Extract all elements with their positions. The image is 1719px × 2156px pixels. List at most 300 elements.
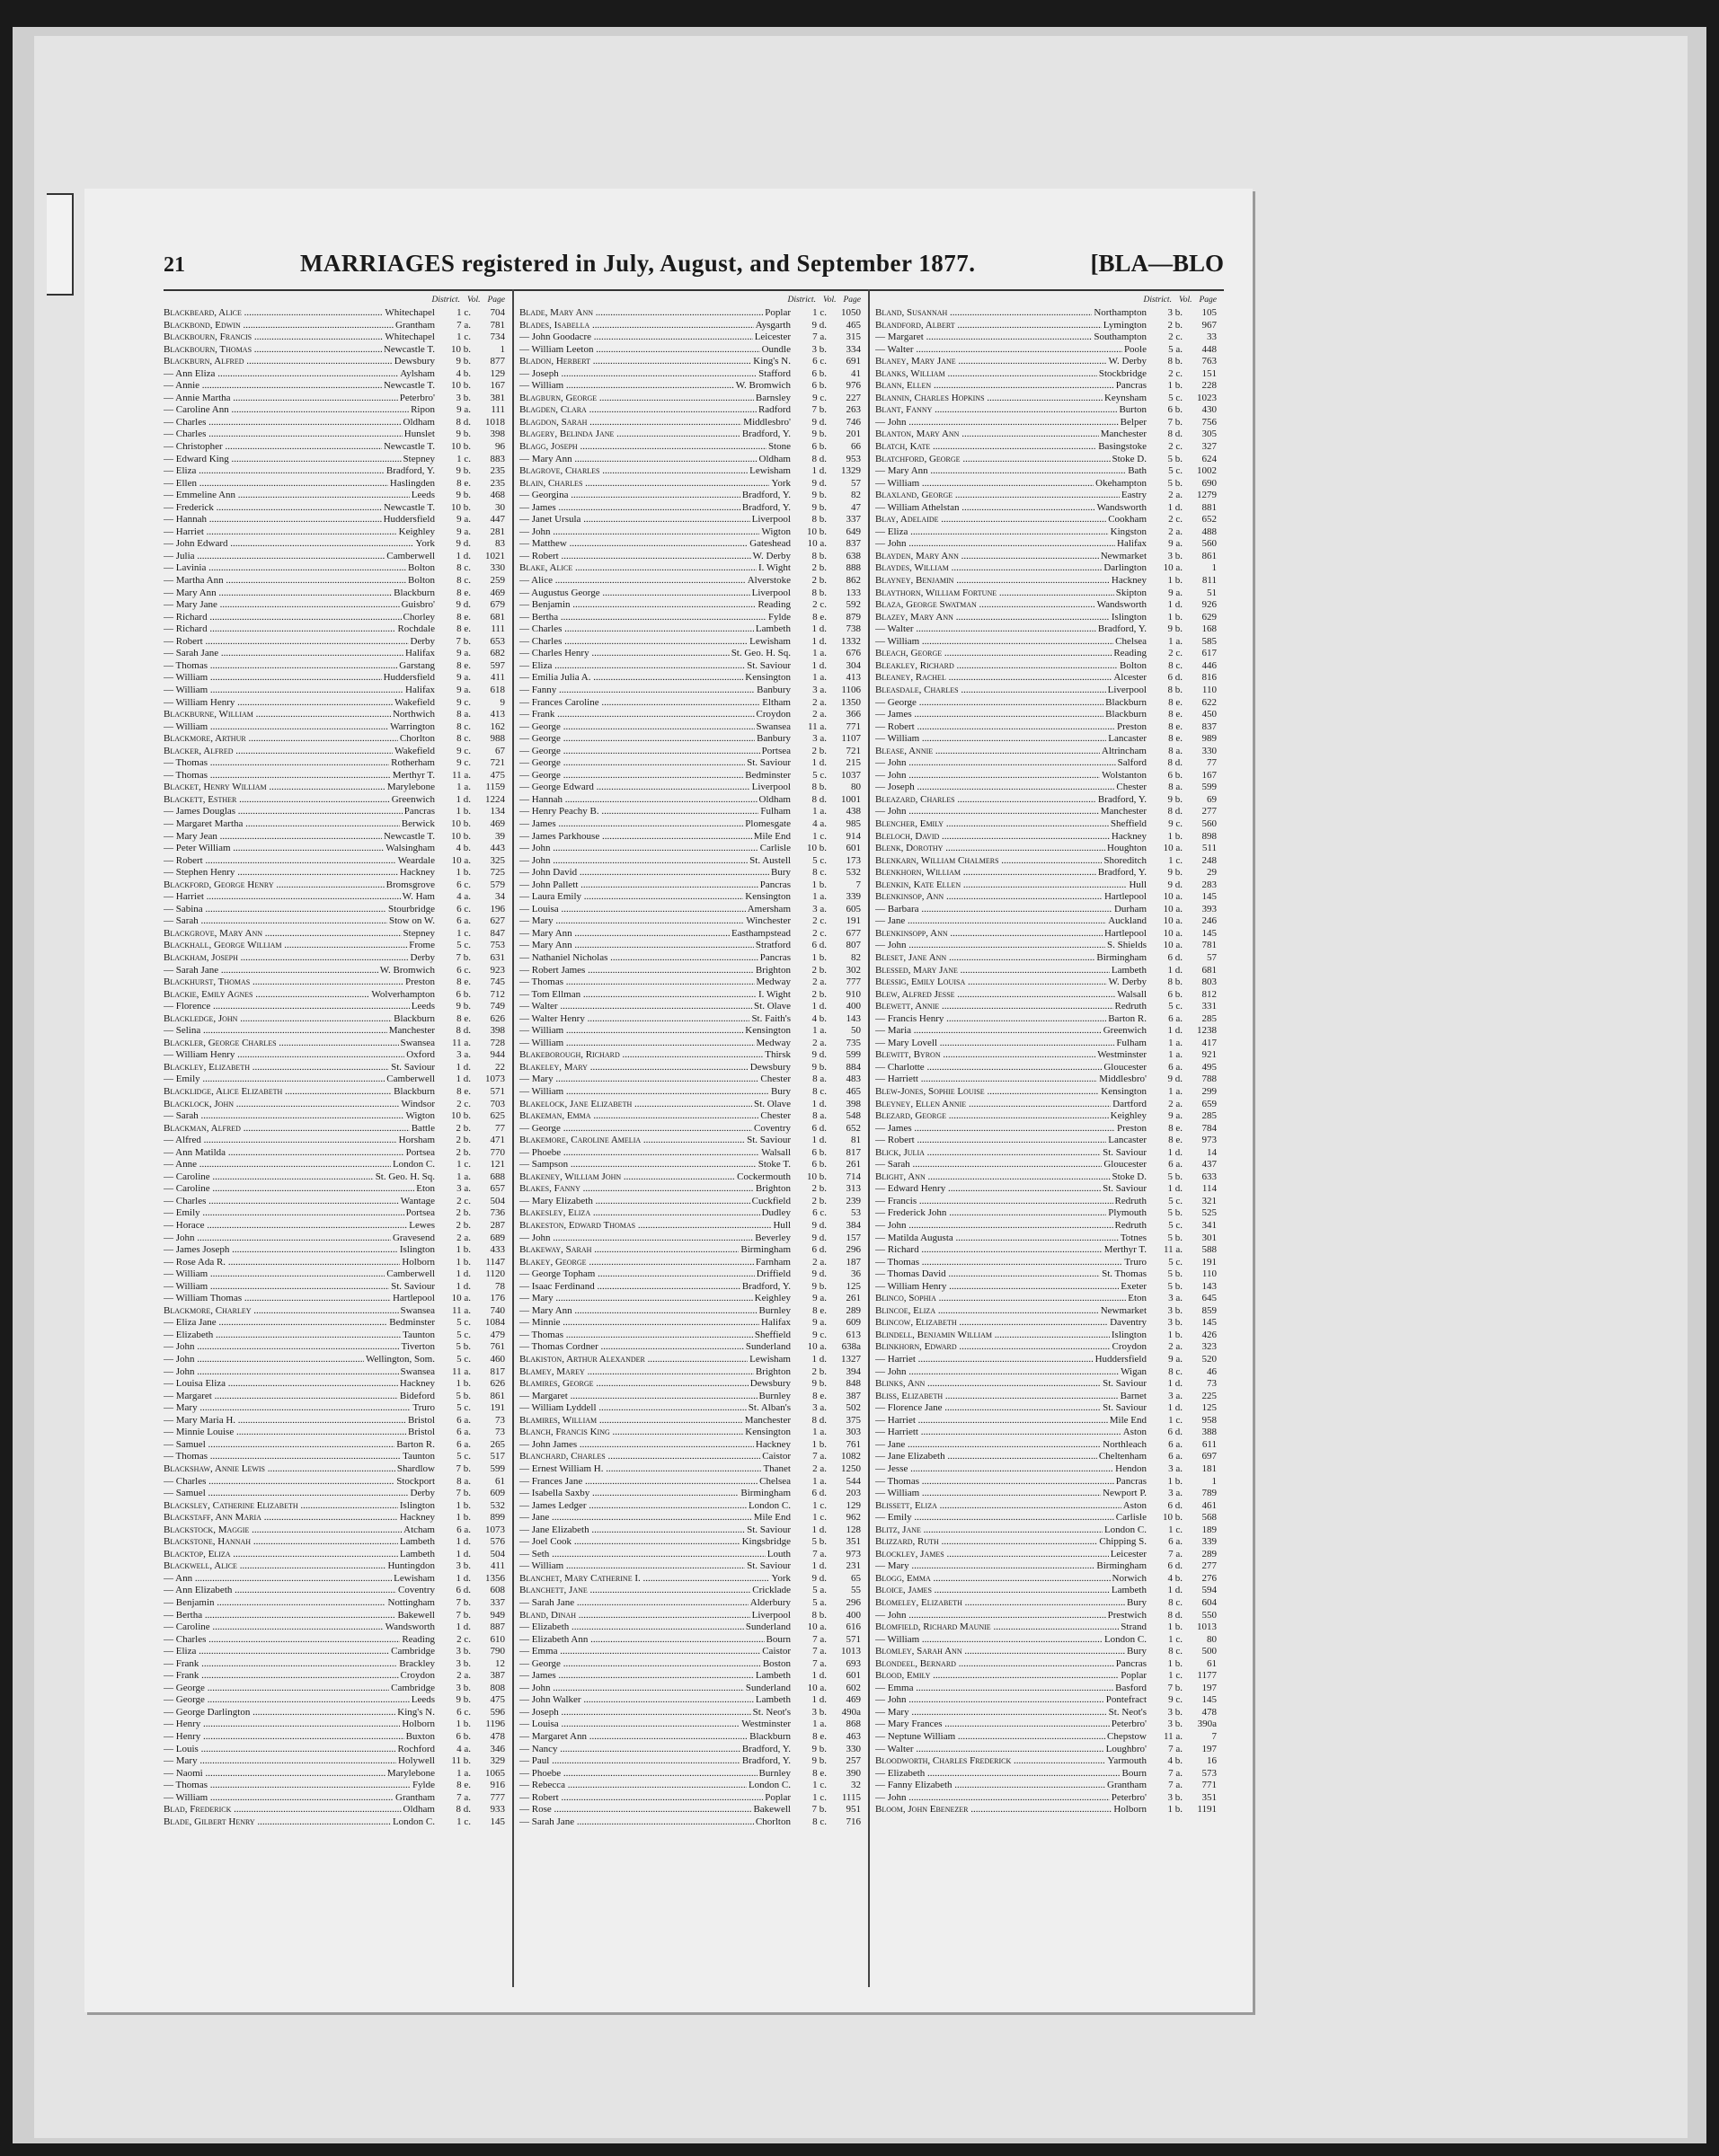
entry-volume: 5 c.	[1168, 1001, 1183, 1012]
entry-name: — Minnie .....	[519, 1317, 759, 1330]
entry-volume: 2 a.	[456, 1670, 471, 1682]
entry-volume: 6 b.	[456, 1730, 471, 1742]
index-entry	[164, 1597, 505, 1610]
index-entry	[164, 1755, 505, 1768]
entry-name: Blezard, George .....	[875, 1110, 1109, 1123]
entry-name: — Horace .....	[164, 1220, 407, 1233]
entry-district: Mile End	[753, 830, 791, 842]
entry-name: — Eliza .....	[875, 526, 1109, 539]
index-entry	[875, 1001, 1217, 1013]
entry-district: Gravesend	[392, 1232, 435, 1243]
entry-page: 469	[846, 1694, 861, 1706]
entry-volume: 1 b.	[1167, 1621, 1183, 1633]
entry-page: 302	[846, 964, 861, 976]
entry-district: Liverpool	[1107, 684, 1147, 695]
entry-name: Blenkarn, William Chalmers .....	[875, 855, 1102, 868]
entry-page: 1023	[1197, 392, 1217, 403]
entry-district: Northampton	[1094, 307, 1147, 318]
entry-page: 82	[851, 951, 861, 963]
entry-name: — John .....	[519, 1233, 753, 1245]
entry-name: — Mary .....	[519, 1074, 758, 1086]
entry-page: 811	[1201, 575, 1217, 587]
entry-district: Tiverton	[401, 1341, 435, 1353]
entry-volume: 7 a.	[456, 319, 471, 331]
entry-district: Newcastle T.	[383, 501, 435, 513]
entry-district: Croydon	[756, 709, 791, 720]
entry-page: 1107	[841, 733, 861, 745]
entry-district: Camberwell	[386, 1074, 435, 1085]
index-entry	[164, 1135, 505, 1147]
entry-name: Bleset, Jane Ann .....	[875, 952, 1094, 965]
entry-district: Bury	[1127, 1596, 1147, 1608]
index-entry	[164, 562, 505, 575]
entry-name: — Emmeline Ann .....	[164, 490, 410, 502]
entry-page: 626	[490, 1012, 505, 1024]
entry-volume: 6 a.	[1168, 1012, 1183, 1024]
entry-volume: 9 d.	[1167, 879, 1183, 890]
entry-page: 585	[1201, 635, 1217, 647]
entry-district: Redruth	[1114, 1220, 1147, 1232]
entry-district: Huddersfield	[1094, 1354, 1147, 1365]
index-entry	[519, 915, 861, 928]
entry-page: 157	[846, 1232, 861, 1243]
entry-page: 602	[846, 1682, 861, 1693]
entry-district: Belper	[1120, 416, 1147, 428]
entry-name: Blood, Emily .....	[875, 1670, 1119, 1683]
entry-page: 1224	[485, 793, 505, 805]
index-entry	[519, 1099, 861, 1111]
entry-volume: 9 a.	[812, 1317, 827, 1329]
entry-name: — Samuel .....	[164, 1439, 394, 1452]
entry-district: Blackburn	[394, 587, 435, 598]
entry-name: — Frances Caroline .....	[519, 697, 760, 710]
entry-volume: 1 a.	[812, 1719, 827, 1730]
entry-page: 579	[490, 879, 505, 890]
index-entry	[519, 1731, 861, 1744]
entry-volume: 11 a.	[1164, 1244, 1183, 1256]
entry-name: — George .....	[519, 721, 755, 734]
entry-volume: 8 e.	[1168, 720, 1183, 732]
entry-name: Bladon, Herbert .....	[519, 356, 751, 368]
entry-district: Wandsworth	[1096, 501, 1147, 513]
entry-page: 125	[1201, 1402, 1217, 1414]
entry-name: — George .....	[519, 757, 745, 770]
entry-name: — John .....	[875, 1610, 1106, 1622]
index-entry	[875, 806, 1217, 818]
entry-name: Blomeley, Elizabeth .....	[875, 1597, 1125, 1610]
entry-district: Chester	[760, 1110, 791, 1122]
entry-volume: 1 d.	[811, 659, 827, 671]
entry-page: 337	[846, 514, 861, 526]
index-entry	[164, 1694, 505, 1707]
index-entry	[164, 1804, 505, 1816]
entry-page: 400	[846, 1001, 861, 1012]
entry-volume: 1 d.	[456, 1572, 471, 1584]
entry-volume: 9 b.	[456, 1001, 471, 1012]
entry-name: — William .....	[164, 685, 403, 697]
entry-page: 29	[1207, 867, 1217, 879]
entry-district: Portsea	[405, 1207, 435, 1219]
index-entry	[519, 356, 861, 368]
entry-volume: 6 a.	[1168, 1536, 1183, 1548]
index-entry	[875, 356, 1217, 368]
index-entry	[875, 1317, 1217, 1330]
entry-name: — James .....	[519, 818, 743, 831]
entry-page: 1327	[841, 1354, 861, 1365]
entry-page: 951	[846, 1804, 861, 1816]
entry-volume: 5 c.	[1168, 1195, 1183, 1206]
entry-volume: 9 b.	[811, 1280, 827, 1292]
index-entry	[519, 562, 861, 575]
entry-volume: 2 b.	[811, 964, 827, 976]
entry-district: Portsea	[761, 745, 791, 756]
index-entry	[164, 989, 505, 1002]
entry-name: — Henry .....	[164, 1731, 404, 1744]
entry-volume: 1 a.	[1168, 1037, 1183, 1048]
index-entry	[519, 1074, 861, 1086]
entry-name: Blaydes, William .....	[875, 562, 1102, 575]
entry-volume: 1 c.	[1168, 1633, 1183, 1645]
entry-volume: 1 a.	[456, 1171, 471, 1182]
entry-district: Preston	[405, 976, 435, 988]
vol-header: Vol.	[822, 296, 837, 305]
entry-volume: 7 a.	[456, 1791, 471, 1803]
entry-page: 703	[490, 1098, 505, 1109]
entry-name: — William Henry .....	[875, 1281, 1119, 1294]
index-entry	[519, 320, 861, 332]
entry-page: 281	[490, 526, 505, 537]
entry-name: — Augustus George .....	[519, 588, 750, 600]
entry-volume: 8 c.	[1168, 1646, 1183, 1657]
entry-district: Newport P.	[1103, 1488, 1147, 1499]
entry-name: — Jane Elizabeth .....	[875, 1451, 1097, 1463]
entry-page: 437	[1201, 1159, 1217, 1171]
index-entry	[519, 490, 861, 502]
entry-volume: 1 a.	[812, 1475, 827, 1487]
entry-volume: 9 d.	[811, 1572, 827, 1584]
entry-name: — Caroline .....	[164, 1171, 374, 1184]
entry-page: 1115	[841, 1791, 861, 1803]
entry-volume: 2 a.	[812, 696, 827, 708]
entry-volume: 1 a.	[1168, 1049, 1183, 1061]
entry-district: Dewsbury	[749, 1061, 791, 1073]
entry-name: Blackledge, John .....	[164, 1013, 392, 1026]
index-entry	[875, 1560, 1217, 1573]
index-entry	[875, 1768, 1217, 1780]
entry-district: Croydon	[1112, 1341, 1147, 1353]
entry-volume: 8 e.	[1168, 696, 1183, 708]
index-entry	[519, 721, 861, 734]
entry-district: Keighley	[398, 526, 435, 537]
entry-district: Farnham	[755, 1256, 791, 1268]
entry-district: Chipping S.	[1099, 1536, 1147, 1548]
entry-name: — Robert .....	[164, 636, 409, 649]
entry-name: — Emily .....	[164, 1207, 404, 1220]
index-entry	[875, 1049, 1217, 1062]
entry-page: 145	[1201, 1694, 1217, 1706]
index-entry	[164, 1463, 505, 1476]
entry-district: London C.	[392, 1816, 435, 1827]
entry-volume: 2 a.	[812, 1256, 827, 1268]
entry-volume: 2 a.	[1168, 526, 1183, 537]
entry-district: Alderbury	[749, 1596, 791, 1608]
entry-name: — John David .....	[519, 867, 769, 879]
entry-district: St. Neot's	[1108, 1706, 1147, 1718]
index-entry	[164, 721, 505, 734]
entry-district: Ripon	[411, 404, 435, 416]
index-entry	[875, 1281, 1217, 1294]
entry-district: Bradford, Y.	[741, 501, 791, 513]
entry-district: Lambeth	[755, 623, 791, 635]
index-entry	[875, 867, 1217, 879]
entry-name: — Florence Jane .....	[875, 1402, 1101, 1415]
index-entry	[875, 831, 1217, 844]
index-entry	[164, 393, 505, 405]
entry-page: 704	[490, 307, 505, 318]
entry-district: St. Saviour	[747, 1524, 791, 1535]
entry-volume: 9 b.	[456, 356, 471, 367]
entry-page: 73	[495, 1427, 505, 1438]
index-entry	[164, 806, 505, 818]
entry-page: 728	[490, 1037, 505, 1048]
entry-volume: 1 c.	[812, 1780, 827, 1791]
entry-page: 679	[490, 599, 505, 611]
entry-district: Marylebone	[386, 782, 435, 793]
index-entry	[164, 1305, 505, 1318]
entry-name: Blenkinsop, Ann .....	[875, 891, 1103, 904]
entry-volume: 5 b.	[1167, 1280, 1183, 1292]
entry-district: Greenwich	[391, 793, 435, 805]
entry-page: 14	[1207, 1146, 1217, 1158]
index-entry	[875, 1658, 1217, 1671]
entry-district: Hull	[773, 1220, 791, 1232]
entry-district: Reading	[1113, 648, 1147, 659]
entry-district: I. Wight	[758, 562, 791, 574]
entry-name: Blanchard, Charles .....	[519, 1451, 760, 1463]
entry-volume: 2 b.	[811, 1183, 827, 1195]
index-entry	[875, 709, 1217, 721]
entry-volume: 10 a.	[807, 538, 827, 550]
index-entry	[519, 672, 861, 685]
entry-district: Eltham	[762, 696, 791, 708]
entry-name: — Mary Ann .....	[519, 1305, 758, 1318]
index-entry	[519, 1610, 861, 1622]
index-entry	[519, 1293, 861, 1305]
entry-page: 61	[1207, 1657, 1217, 1669]
entry-name: Bleaney, Rachel .....	[875, 672, 1112, 685]
index-entry	[875, 429, 1217, 441]
index-entry	[519, 648, 861, 660]
entry-volume: 9 a.	[456, 514, 471, 526]
entry-district: Chelsea	[1115, 635, 1147, 647]
entry-district: Cockermouth	[737, 1171, 791, 1182]
entry-name: Blanton, Mary Ann .....	[875, 429, 1099, 441]
index-entry	[875, 928, 1217, 941]
entry-district: Bury	[1127, 1646, 1147, 1657]
entry-page: 299	[1201, 1086, 1217, 1097]
entry-page: 761	[490, 1341, 505, 1353]
index-entry	[519, 538, 861, 551]
entry-page: 261	[846, 1159, 861, 1171]
entry-district: Wakefield	[394, 696, 435, 708]
index-entry	[164, 1646, 505, 1658]
entry-district: Liverpool	[751, 587, 791, 598]
index-entry	[519, 770, 861, 782]
entry-name: — Frank .....	[164, 1658, 397, 1671]
entry-volume: 2 a.	[812, 976, 827, 988]
entry-district: Pancras	[1115, 1475, 1147, 1487]
entry-volume: 6 a.	[456, 1524, 471, 1535]
entry-name: — James Douglas .....	[164, 806, 403, 818]
entry-volume: 6 c.	[812, 1207, 827, 1219]
entry-name: — Thomas .....	[164, 757, 389, 770]
entry-district: St. Saviour	[1103, 1183, 1147, 1195]
page-header-label: Page	[487, 296, 505, 305]
entry-volume: 7 b.	[456, 1596, 471, 1608]
index-entry	[164, 1074, 505, 1086]
entry-page: 681	[1201, 964, 1217, 976]
entry-volume: 3 a.	[812, 903, 827, 915]
entry-volume: 8 e.	[456, 477, 471, 489]
index-entry	[519, 551, 861, 563]
entry-page: 949	[490, 1609, 505, 1621]
entry-district: Stratford	[755, 940, 791, 951]
entry-district: Brackley	[399, 1657, 435, 1669]
entry-page: 1	[1211, 562, 1217, 574]
entry-district: Cheltenham	[1098, 1451, 1147, 1462]
entry-district: Cookham	[1108, 514, 1147, 526]
entry-volume: 1 d.	[456, 1074, 471, 1085]
entry-district: Islington	[1111, 611, 1147, 623]
binder-background	[34, 36, 1688, 2138]
entry-volume: 4 a.	[456, 891, 471, 903]
entry-volume: 8 e.	[1168, 1135, 1183, 1146]
entry-name: — Bertha .....	[519, 612, 766, 624]
entry-district: Lambeth	[755, 1670, 791, 1682]
entry-volume: 1 a.	[812, 672, 827, 684]
index-entry	[164, 1341, 505, 1354]
entry-page: 191	[490, 1402, 505, 1414]
index-entry	[164, 770, 505, 782]
entry-volume: 2 c.	[456, 1098, 471, 1109]
entry-page: 321	[1201, 1195, 1217, 1206]
entry-volume: 1 b.	[1167, 1804, 1183, 1816]
entry-name: — William .....	[164, 672, 382, 685]
entry-page: 594	[1201, 1585, 1217, 1596]
entry-page: 227	[846, 392, 861, 403]
entry-district: Bideford	[399, 1390, 435, 1401]
entry-volume: 1 d.	[456, 1536, 471, 1548]
entry-name: — Thomas .....	[875, 1476, 1114, 1489]
entry-district: Alcester	[1113, 672, 1147, 684]
index-entry	[164, 915, 505, 928]
entry-name: — Robert .....	[875, 721, 1115, 734]
entry-name: — William .....	[164, 1792, 394, 1805]
entry-page: 143	[846, 1012, 861, 1024]
entry-district: Buxton	[405, 1730, 435, 1742]
entry-volume: 7 b.	[456, 951, 471, 963]
index-entry	[875, 1597, 1217, 1610]
index-entry	[519, 989, 861, 1002]
entry-page: 129	[490, 367, 505, 379]
entry-volume: 10 a.	[807, 1341, 827, 1353]
entry-district: Brighton	[755, 964, 791, 976]
index-entry	[875, 1378, 1217, 1391]
entry-name: — Ann .....	[164, 1573, 392, 1586]
entry-page: 693	[846, 1657, 861, 1669]
entry-district: Oldham	[403, 1804, 435, 1816]
entry-name: — Richard .....	[875, 1244, 1103, 1257]
entry-district: Atcham	[403, 1524, 435, 1535]
entry-page: 613	[846, 1329, 861, 1340]
index-entry	[875, 1159, 1217, 1171]
index-entry	[519, 709, 861, 721]
entry-volume: 2 c.	[1168, 441, 1183, 453]
entry-name: Bliss, Elizabeth .....	[875, 1391, 1119, 1403]
index-entry	[519, 1171, 861, 1184]
entry-page: 285	[1201, 1012, 1217, 1024]
entry-volume: 2 c.	[812, 927, 827, 939]
index-entry	[519, 757, 861, 770]
entry-volume: 1 b.	[456, 1378, 471, 1390]
entry-district: Cuckfield	[751, 1195, 791, 1206]
entry-volume: 5 c.	[812, 854, 827, 866]
entry-district: Merthyr T.	[392, 769, 435, 781]
entry-volume: 8 c.	[456, 575, 471, 587]
entry-page: 500	[1201, 1646, 1217, 1657]
entry-volume: 9 a.	[456, 672, 471, 684]
entry-page: 601	[846, 1670, 861, 1682]
entry-volume: 9 c.	[456, 745, 471, 756]
entry-page: 475	[490, 769, 505, 781]
entry-name: — Frank .....	[519, 709, 755, 721]
entry-name: — John Pallett .....	[519, 879, 758, 892]
entry-volume: 7 a.	[812, 1633, 827, 1645]
entry-name: Blagburn, George .....	[519, 393, 754, 405]
entry-district: Manchester	[1100, 429, 1147, 440]
entry-page: 22	[495, 1061, 505, 1073]
entry-district: Bradford, Y.	[741, 490, 791, 501]
entry-volume: 6 b.	[811, 367, 827, 379]
entry-volume: 2 c.	[456, 1195, 471, 1206]
entry-district: Greenwich	[1103, 1025, 1147, 1037]
index-entry	[875, 1330, 1217, 1342]
entry-name: Blencher, Emily .....	[875, 818, 1109, 831]
entry-name: — Hannah .....	[164, 514, 382, 526]
entry-volume: 2 a.	[812, 1462, 827, 1474]
entry-district: Fulham	[760, 806, 791, 817]
entry-volume: 8 d.	[811, 453, 827, 464]
entry-volume: 2 b.	[811, 575, 827, 587]
entry-volume: 1 d.	[1167, 1025, 1183, 1037]
index-entry	[875, 1171, 1217, 1184]
entry-district: Wigton	[761, 526, 791, 537]
entry-page: 325	[490, 854, 505, 866]
entry-name: Blomfield, Richard Maunie .....	[875, 1621, 1119, 1634]
entry-name: — Elizabeth .....	[164, 1330, 401, 1342]
entry-page: 387	[846, 1390, 861, 1401]
entry-district: Whitechapel	[385, 307, 435, 318]
index-column-3	[875, 295, 1217, 1984]
entry-volume: 3 a.	[1168, 1293, 1183, 1304]
entry-district: Newcastle T.	[383, 441, 435, 453]
entry-page: 388	[1201, 1427, 1217, 1438]
entry-page: 1084	[485, 1317, 505, 1329]
entry-volume: 6 c.	[456, 1706, 471, 1718]
entry-volume: 1 b.	[1167, 575, 1183, 587]
entry-district: Redruth	[1114, 1195, 1147, 1206]
entry-volume: 10 a.	[1163, 940, 1183, 951]
